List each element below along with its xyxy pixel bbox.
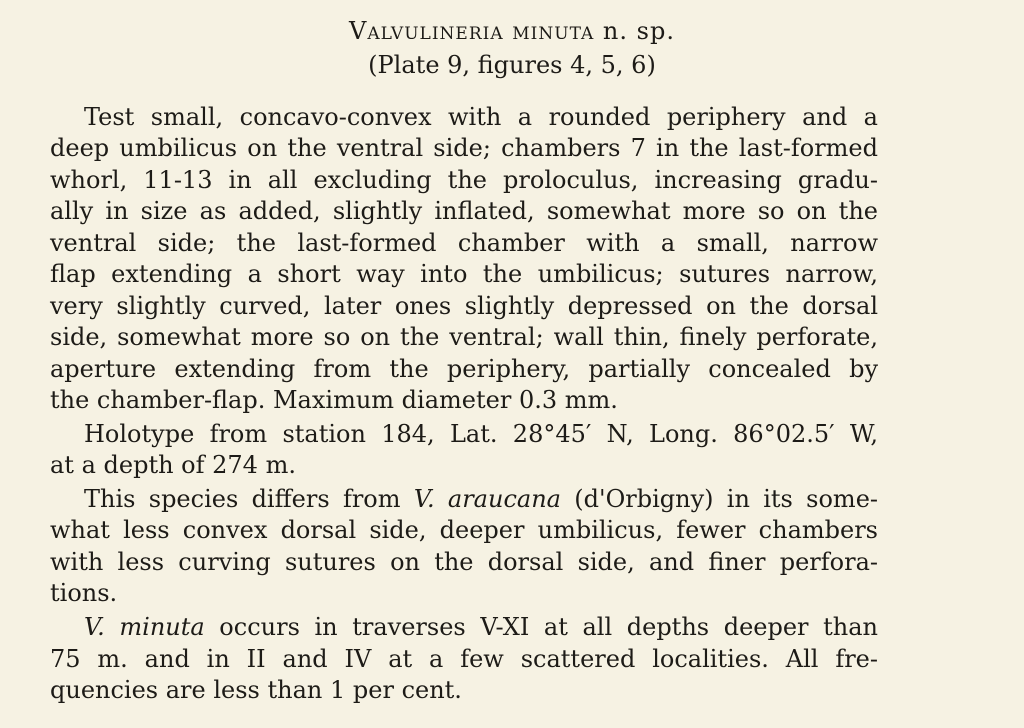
comparison-text: This species differs from [84,485,414,513]
description-line: aperture extending from the periphery, partially concealed by [50,355,878,383]
comparison-text: (d'Orbigny) in its some- [560,485,879,513]
holotype-line: at a depth of 274 m. [50,451,296,479]
title-genus: Valvulineria [349,17,504,45]
comparison-line: tions. [50,579,118,607]
taxon-species: araucana [447,485,561,513]
description-line: ally in size as added, slightly inflated, somewhat more so on the [50,197,878,225]
description-line: flap extending a short way into the umbilicus; sutures narrow, [50,260,878,288]
description-line: very slightly curved, later ones slightly depressed on the dorsal [50,292,878,320]
holotype-line: Holotype from station 184, Lat. 28°45′ N, Long. 86°02.5′ W, [84,420,878,448]
taxon-genus: V. [413,485,435,513]
comparison-line: with less curving sutures on the dorsal side, and finer perfora- [50,548,878,576]
distribution-line [84,612,878,642]
description-line: the chamber-flap. Maximum diameter 0.3 mm. [50,386,618,414]
comparison-line [84,484,878,514]
description-line: deep umbilicus on the ventral side; chambers 7 in the last-formed [50,134,878,162]
title-species: minuta [512,17,595,45]
description-line: side, somewhat more so on the ventral; wall thin, finely perforate, [50,323,878,351]
species-title [0,16,1024,46]
taxon-name: V. minuta [84,613,205,641]
title-suffix: n. sp. [602,17,675,45]
distribution-text: occurs in traverses V-XI at all depths deeper than [204,613,878,641]
distribution-line: 75 m. and in II and IV at a few scattered localities. All fre- [50,645,878,673]
comparison-line: what less convex dorsal side, deeper umbilicus, fewer chambers [50,516,878,544]
description-line: whorl, 11-13 in all excluding the proloculus, increasing gradu- [50,166,878,194]
plate-reference: (Plate 9, figures 4, 5, 6) [368,51,656,79]
description-line: Test small, concavo-convex with a rounded periphery and a [84,103,878,131]
description-line: ventral side; the last-formed chamber with a small, narrow [50,229,878,257]
distribution-line: quencies are less than 1 per cent. [50,676,462,704]
